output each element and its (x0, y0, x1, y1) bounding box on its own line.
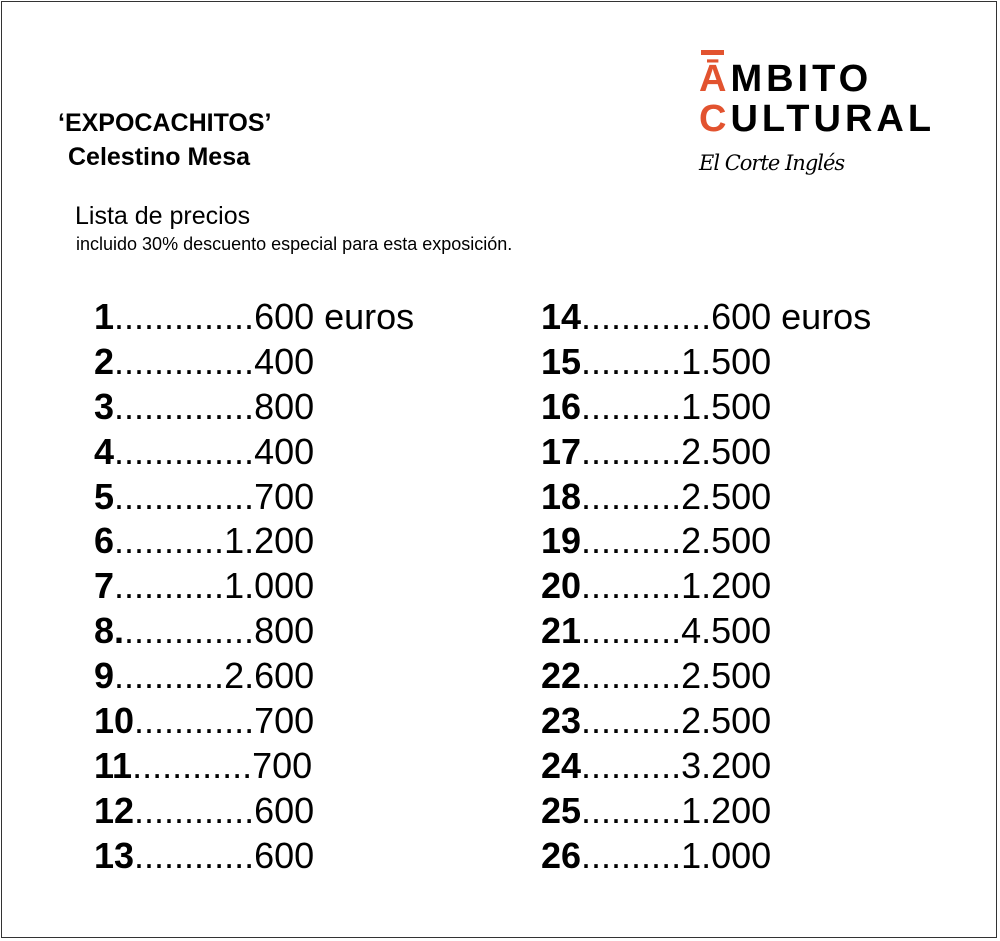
dot-leader: .......... (581, 475, 682, 517)
price-row (541, 519, 871, 564)
item-number: 6 (94, 520, 115, 562)
item-price: 400 (254, 430, 315, 472)
item-number: 11 (94, 744, 133, 786)
item-number: 17 (541, 430, 582, 472)
item-number: 16 (541, 385, 582, 427)
item-number: 5 (94, 475, 115, 517)
item-number: 12 (94, 789, 135, 831)
discount-note: incluido 30% descuento especial para esta exposición. (76, 234, 513, 254)
price-row (541, 295, 871, 340)
item-price: 600 euros (254, 296, 415, 337)
price-row (541, 430, 871, 475)
price-row (541, 744, 871, 789)
logo-word-ultural: ULTURAL (730, 98, 936, 140)
item-number: 18 (541, 475, 582, 517)
dot-leader: .............. (114, 340, 255, 382)
price-row (94, 385, 414, 430)
price-row (94, 744, 414, 789)
price-row (94, 699, 414, 744)
logo-accent-bar (701, 50, 724, 55)
price-row (541, 789, 871, 834)
item-number: 25 (541, 789, 582, 831)
item-price: 1.200 (224, 520, 315, 562)
item-number: 3 (94, 385, 115, 427)
dot-leader: ............. (581, 296, 712, 337)
dot-leader: ............ (134, 789, 255, 831)
logo-line-cultural (699, 100, 935, 138)
logo-line-ambito (699, 60, 872, 98)
item-price: 700 (254, 475, 315, 517)
dot-leader: .......... (581, 655, 682, 697)
dot-leader: ........... (114, 520, 225, 562)
dot-leader: .............. (114, 430, 255, 472)
item-number: 9 (94, 655, 115, 697)
item-price: 600 euros (711, 296, 872, 337)
item-number: 8. (94, 610, 125, 652)
price-list-left (94, 295, 414, 879)
exhibition-title: ‘EXPOCACHITOS’ (58, 109, 272, 137)
item-number: 26 (541, 834, 582, 876)
item-number: 4 (94, 430, 115, 472)
item-price: 4.500 (681, 610, 772, 652)
item-price: 1.500 (681, 340, 772, 382)
item-number: 14 (541, 296, 582, 337)
dot-leader: .......... (581, 834, 682, 876)
price-row (541, 699, 871, 744)
item-number: 20 (541, 565, 582, 607)
item-price: 600 (254, 789, 315, 831)
dot-leader: .......... (581, 430, 682, 472)
price-row (94, 834, 414, 879)
item-price: 800 (254, 610, 315, 652)
price-row (94, 519, 414, 564)
item-number: 1 (94, 296, 115, 337)
item-price: 700 (252, 744, 313, 786)
dot-leader: .......... (581, 700, 682, 742)
price-row (94, 789, 414, 834)
dot-leader: ............ (134, 834, 255, 876)
price-row (541, 340, 871, 385)
dot-leader: ........... (114, 655, 225, 697)
price-row (94, 340, 414, 385)
price-row (541, 834, 871, 879)
item-number: 13 (94, 834, 135, 876)
price-row (541, 385, 871, 430)
item-price: 600 (254, 834, 315, 876)
dot-leader: .......... (581, 340, 682, 382)
dot-leader: ............ (132, 744, 253, 786)
item-number: 22 (541, 655, 582, 697)
logo-word-mbito: MBITO (730, 58, 873, 100)
price-row (94, 609, 414, 654)
dot-leader: ........... (114, 565, 225, 607)
dot-leader: .............. (114, 296, 255, 337)
item-price: 2.500 (681, 430, 772, 472)
price-row (94, 475, 414, 520)
logo-accent-letter-c: C (699, 98, 731, 140)
price-row (541, 654, 871, 699)
price-row (541, 564, 871, 609)
price-row (94, 430, 414, 475)
logo-accent-letter-a: Ā (699, 58, 731, 100)
item-price: 3.200 (681, 744, 772, 786)
dot-leader: .......... (581, 565, 682, 607)
price-list-right (541, 295, 871, 879)
item-number: 24 (541, 744, 582, 786)
item-price: 2.600 (224, 655, 315, 697)
item-price: 1.200 (681, 789, 772, 831)
price-row (94, 564, 414, 609)
price-row (94, 295, 414, 340)
dot-leader: .......... (581, 610, 682, 652)
item-price: 2.500 (681, 700, 772, 742)
item-price: 2.500 (681, 475, 772, 517)
dot-leader: .......... (581, 789, 682, 831)
item-number: 19 (541, 520, 582, 562)
item-price: 2.500 (681, 655, 772, 697)
item-number: 2 (94, 340, 115, 382)
price-row (541, 475, 871, 520)
item-number: 10 (94, 700, 135, 742)
price-row (541, 609, 871, 654)
item-price: 1.500 (681, 385, 772, 427)
page-frame (1, 1, 997, 938)
artist-name: Celestino Mesa (68, 143, 251, 171)
item-price: 800 (254, 385, 315, 427)
price-row (94, 654, 414, 699)
item-number: 21 (541, 610, 582, 652)
item-price: 400 (254, 340, 315, 382)
item-price: 700 (254, 700, 315, 742)
dot-leader: .............. (114, 385, 255, 427)
dot-leader: ............ (134, 700, 255, 742)
item-price: 1.000 (681, 834, 772, 876)
dot-leader: .......... (581, 385, 682, 427)
item-number: 7 (94, 565, 115, 607)
price-list-heading: Lista de precios (75, 202, 251, 230)
dot-leader: .......... (581, 744, 682, 786)
item-number: 15 (541, 340, 582, 382)
item-number: 23 (541, 700, 582, 742)
dot-leader: .............. (114, 475, 255, 517)
el-corte-ingles-wordmark: El Corte Inglés (699, 151, 845, 175)
ambito-cultural-logo (699, 50, 974, 190)
item-price: 1.000 (224, 565, 315, 607)
item-price: 2.500 (681, 520, 772, 562)
dot-leader: ............. (124, 610, 255, 652)
item-price: 1.200 (681, 565, 772, 607)
dot-leader: .......... (581, 520, 682, 562)
